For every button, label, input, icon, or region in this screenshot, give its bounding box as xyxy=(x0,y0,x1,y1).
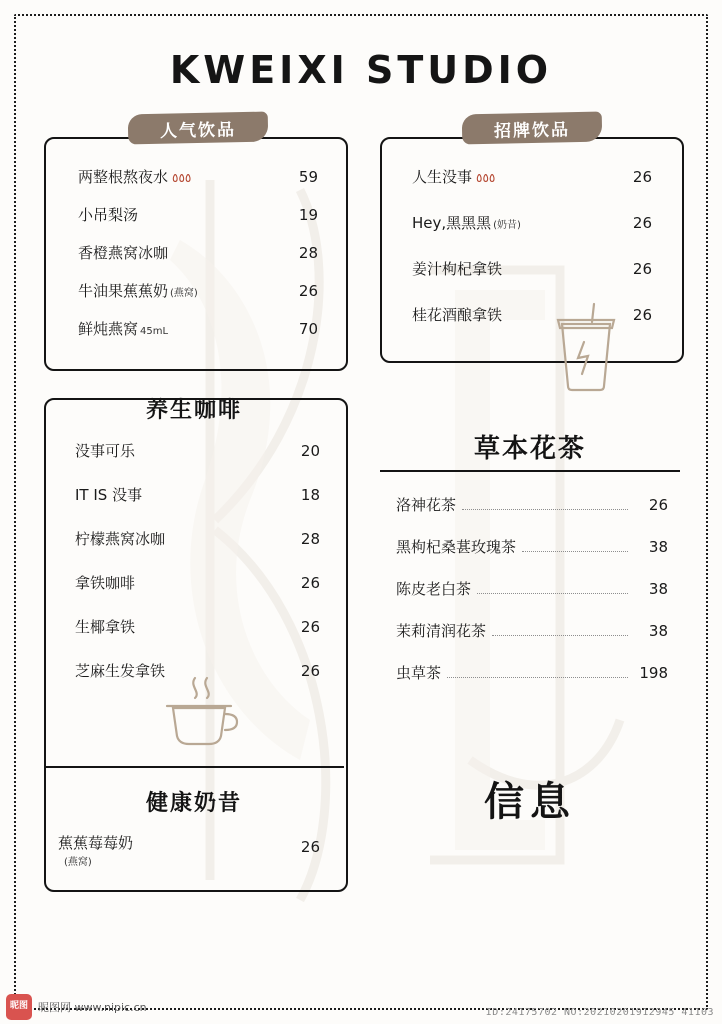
leader-dots xyxy=(462,509,628,510)
item-name: 黑枸杞桑葚玫瑰茶 xyxy=(396,538,517,556)
item-name: 虫草茶 xyxy=(396,664,442,682)
item-name: 桂花酒酿拿铁 xyxy=(412,306,503,324)
item-price: 38 xyxy=(648,538,668,556)
section-items-healthy-shake xyxy=(58,832,320,868)
item-price: 38 xyxy=(648,580,668,598)
item-name: 姜汁枸杞拿铁 xyxy=(412,260,503,278)
item-price: 26 xyxy=(632,168,652,186)
item-name: 蕉蕉莓莓奶 xyxy=(58,834,134,852)
item-price: 26 xyxy=(298,282,318,300)
herbal-tea-rule xyxy=(380,470,680,472)
item-price: 26 xyxy=(648,496,668,514)
item-price: 26 xyxy=(300,574,320,592)
item-price: 28 xyxy=(300,530,320,548)
item-name: 牛油果蕉蕉奶 xyxy=(78,282,169,300)
item-name: Hey,黑黑黑 xyxy=(412,214,492,232)
spicy-icon: ٥٥٥ xyxy=(172,171,192,185)
item-subtext: (燕窝) xyxy=(170,288,198,299)
item-name: 两整根熬夜水 xyxy=(78,168,169,186)
menu-item[interactable] xyxy=(75,660,320,681)
section-heading-signature: 招牌饮品 xyxy=(462,112,603,145)
item-price: 18 xyxy=(300,486,320,504)
item-price: 38 xyxy=(648,622,668,640)
item-price: 20 xyxy=(300,442,320,460)
section-heading-popular: 人气饮品 xyxy=(128,112,269,145)
item-name: 小吊梨汤 xyxy=(78,206,139,224)
item-name: 陈皮老白茶 xyxy=(396,580,472,598)
item-name: 没事可乐 xyxy=(75,442,136,460)
item-name: IT IS 没事 xyxy=(75,486,143,504)
menu-item[interactable] xyxy=(78,280,318,301)
section-heading-healthy-shake: 健康奶昔 xyxy=(145,791,242,816)
leader-dots xyxy=(447,677,628,678)
item-name: 柠檬燕窝冰咖 xyxy=(75,530,166,548)
section-items-popular xyxy=(78,166,318,339)
item-price: 28 xyxy=(298,244,318,262)
menu-item[interactable] xyxy=(78,242,318,263)
item-name: 鲜炖燕窝 xyxy=(78,320,139,338)
item-name: 拿铁咖啡 xyxy=(75,574,136,592)
section-divider xyxy=(44,766,344,768)
item-subtext: (奶昔) xyxy=(493,220,521,231)
item-subtext: 45mL xyxy=(140,326,169,337)
item-price: 70 xyxy=(298,320,318,338)
menu-item[interactable] xyxy=(78,204,318,225)
item-name: 茉莉清润花茶 xyxy=(396,622,487,640)
section-items-signature xyxy=(412,166,652,325)
item-subtext: (燕窝) xyxy=(64,857,92,868)
footer-watermark xyxy=(0,990,147,1024)
section-heading-herbal-tea: 草本花茶 xyxy=(473,434,586,464)
item-price: 198 xyxy=(639,664,668,682)
menu-item[interactable] xyxy=(78,166,318,187)
menu-item[interactable] xyxy=(75,572,320,593)
menu-item[interactable] xyxy=(75,528,320,549)
page-title: KWEIXI STUDIO xyxy=(169,48,553,92)
item-price: 26 xyxy=(300,662,320,680)
item-name: 人生没事 xyxy=(412,168,473,186)
item-price: 26 xyxy=(632,306,652,324)
item-name: 香橙燕窝冰咖 xyxy=(78,244,169,262)
menu-item[interactable] xyxy=(396,536,668,557)
section-items-wellness-coffee xyxy=(75,440,320,681)
menu-item[interactable] xyxy=(75,616,320,637)
section-heading-wellness-coffee: 养生咖啡 xyxy=(145,398,242,423)
menu-item[interactable] xyxy=(58,832,320,868)
item-price: 59 xyxy=(298,168,318,186)
section-items-herbal-tea xyxy=(396,494,668,683)
item-name: 芝麻生发拿铁 xyxy=(75,662,166,680)
menu-item[interactable] xyxy=(396,494,668,515)
menu-item[interactable] xyxy=(412,212,652,233)
item-name: 生椰拿铁 xyxy=(75,618,136,636)
leader-dots xyxy=(477,593,628,594)
info-heading: 信息 xyxy=(484,779,576,825)
menu-item[interactable] xyxy=(396,662,668,683)
item-price: 26 xyxy=(300,618,320,636)
footer-meta: ID:24175702 NO:20210201912945 41103 xyxy=(485,1007,714,1018)
menu-item[interactable] xyxy=(396,578,668,599)
menu-item[interactable] xyxy=(75,440,320,461)
item-price: 26 xyxy=(632,260,652,278)
leader-dots xyxy=(522,551,628,552)
menu-item[interactable] xyxy=(412,304,652,325)
item-name: 洛神花茶 xyxy=(396,496,457,514)
menu-item[interactable] xyxy=(396,620,668,641)
menu-item[interactable] xyxy=(412,258,652,279)
item-price: 19 xyxy=(298,206,318,224)
item-price: 26 xyxy=(300,838,320,856)
menu-item[interactable] xyxy=(78,318,318,339)
nipic-logo-icon: 昵图 xyxy=(6,994,32,1020)
menu-item[interactable] xyxy=(412,166,652,187)
leader-dots xyxy=(492,635,628,636)
item-price: 26 xyxy=(632,214,652,232)
menu-item[interactable] xyxy=(75,484,320,505)
spicy-icon: ٥٥٥ xyxy=(476,171,496,185)
footer-site-text: 昵图网 www.nipic.cn xyxy=(38,1001,147,1014)
